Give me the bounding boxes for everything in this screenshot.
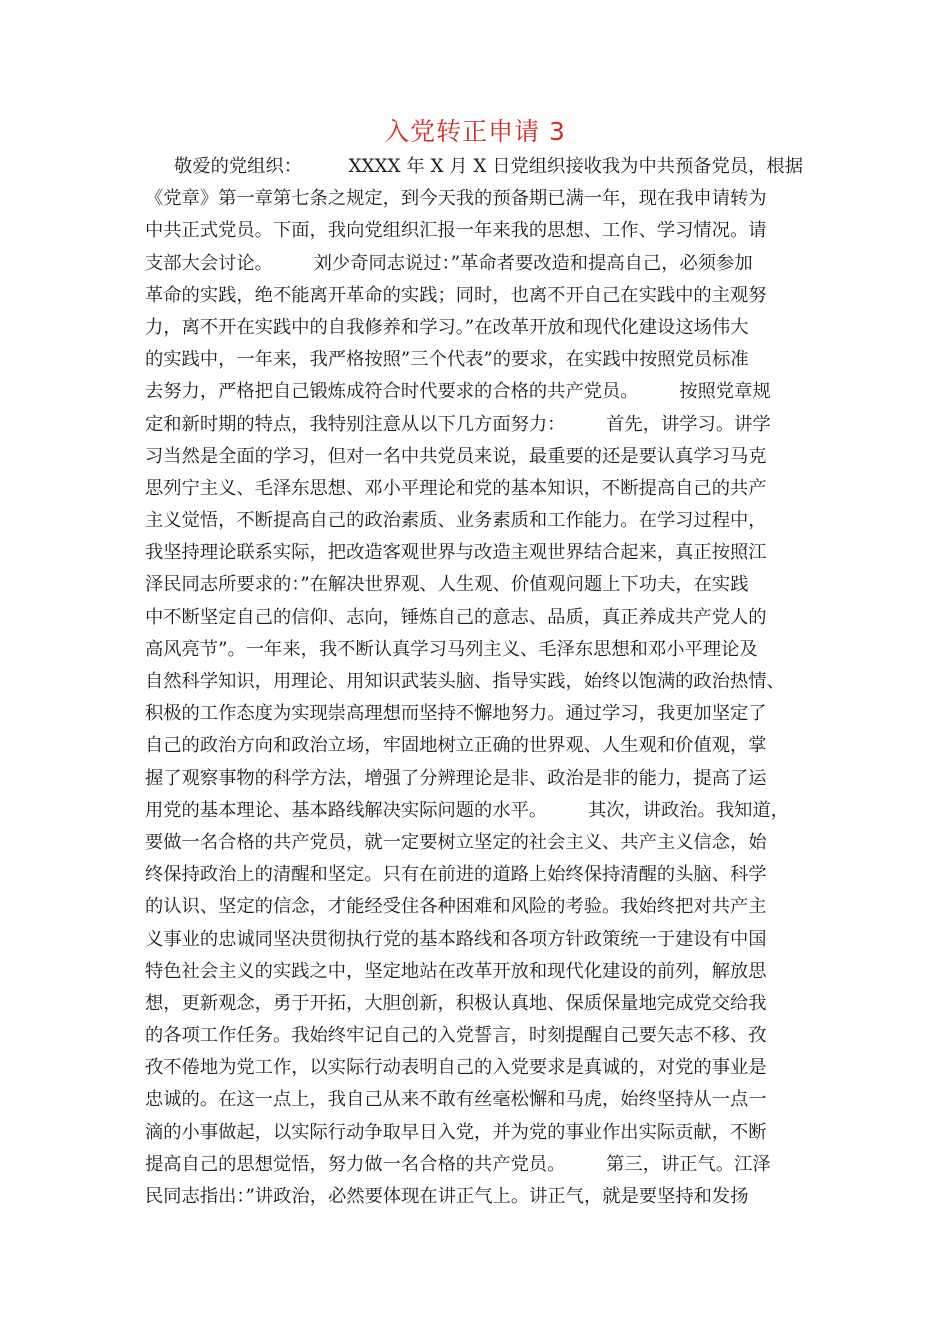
text-line: 特色社会主义的实践之中，坚定地站在改革开放和现代化建设的前列，解放思 <box>145 960 767 982</box>
text-line: 习当然是全面的学习，但对一名中共党员来说，最重要的还是要认真学习马克 <box>145 445 767 467</box>
text-line: 终保持政治上的清醒和坚定。只有在前进的道路上始终保持清醒的头脑、科学 <box>145 864 767 886</box>
text-line: 滴的小事做起，以实际行动争取早日入党，并为党的事业作出实际贡献，不断 <box>145 1121 767 1143</box>
text-line: 去努力，严格把自己锻炼成符合时代要求的合格的共产党员。 按照党章规 <box>145 381 771 403</box>
text-line: 握了观察事物的科学方法，增强了分辨理论是非、政治是非的能力，提高了运 <box>145 767 767 789</box>
text-line: 《党章》第一章第七条之规定，到今天我的预备期已满一年，现在我申请转为 <box>145 188 767 210</box>
document-body <box>145 151 825 1213</box>
text-line: 思列宁主义、毛泽东思想、邓小平理论和党的基本知识，不断提高自己的共产 <box>145 477 767 499</box>
text-line: 忠诚的。在这一点上，我自己从来不敢有丝毫松懈和马虎，始终坚持从一点一 <box>145 1089 767 1111</box>
text-line: 孜不倦地为党工作，以实际行动表明自己的入党要求是真诚的，对党的事业是 <box>145 1057 767 1079</box>
text-line: 中不断坚定自己的信仰、志向，锤炼自己的意志、品质，真正养成共产党人的 <box>145 606 767 628</box>
text-line: 敬爱的党组织： XXXX 年 X 月 X 日党组织接收我为中共预备党员，根据 <box>145 156 803 177</box>
text-line: 用党的基本理论、基本路线解决实际问题的水平。 其次，讲政治。我知道， <box>145 799 789 821</box>
document-title: 入党转正申请 3 <box>384 117 566 146</box>
text-line: 自然科学知识，用理论、用知识武装头脑、指导实践，始终以饱满的政治热情、 <box>145 671 785 692</box>
text-line: 的各项工作任务。我始终牢记自己的入党誓言，时刻提醒自己要矢志不移、孜 <box>145 1025 767 1047</box>
text-line: 的认识、坚定的信念，才能经受住各种困难和风险的考验。我始终把对共产主 <box>145 896 767 918</box>
text-line: 革命的实践，绝不能离开革命的实践；同时，也离不开自己在实践中的主观努 <box>145 284 767 306</box>
text-line: 的实践中，一年来，我严格按照”三个代表”的要求，在实践中按照党员标准 <box>145 349 749 371</box>
text-line: 支部大会讨论。 刘少奇同志说过：”革命者要改造和提高自己，必须参加 <box>145 252 753 274</box>
text-line: 泽民同志所要求的：”在解决世界观、人生观、价值观问题上下功夫，在实践 <box>145 574 749 596</box>
text-line: 积极的工作态度为实现崇高理想而坚持不懈地努力。通过学习，我更加坚定了 <box>145 703 767 725</box>
text-line: 想，更新观念，勇于开拓，大胆创新，积极认真地、保质保量地完成党交给我 <box>145 992 767 1014</box>
text-line: 自己的政治方向和政治立场，牢固地树立正确的世界观、人生观和价值观，掌 <box>145 735 767 757</box>
text-line: 高风亮节”。一年来，我不断认真学习马列主义、毛泽东思想和邓小平理论及 <box>145 638 758 660</box>
text-line: 我坚持理论联系实际，把改造客观世界与改造主观世界结合起来，真正按照江 <box>145 542 767 564</box>
text-line: 力，离不开在实践中的自我修养和学习。”在改革开放和现代化建设这场伟大 <box>145 316 749 338</box>
text-line: 中共正式党员。下面，我向党组织汇报一年来我的思想、工作、学习情况。请 <box>145 220 767 242</box>
text-line: 定和新时期的特点，我特别注意从以下几方面努力： 首先，讲学习。讲学 <box>145 413 771 435</box>
text-line: 民同志指出：”讲政治，必然要体现在讲正气上。讲正气，就是要坚持和发扬 <box>145 1186 749 1207</box>
text-line: 要做一名合格的共产党员，就一定要树立坚定的社会主义、共产主义信念，始 <box>145 831 767 853</box>
text-line: 义事业的忠诚同坚决贯彻执行党的基本路线和各项方针政策统一于建设有中国 <box>145 928 767 950</box>
text-line: 提高自己的思想觉悟，努力做一名合格的共产党员。 第三，讲正气。江泽 <box>145 1153 771 1175</box>
text-line: 主义觉悟，不断提高自己的政治素质、业务素质和工作能力。在学习过程中， <box>145 510 767 532</box>
